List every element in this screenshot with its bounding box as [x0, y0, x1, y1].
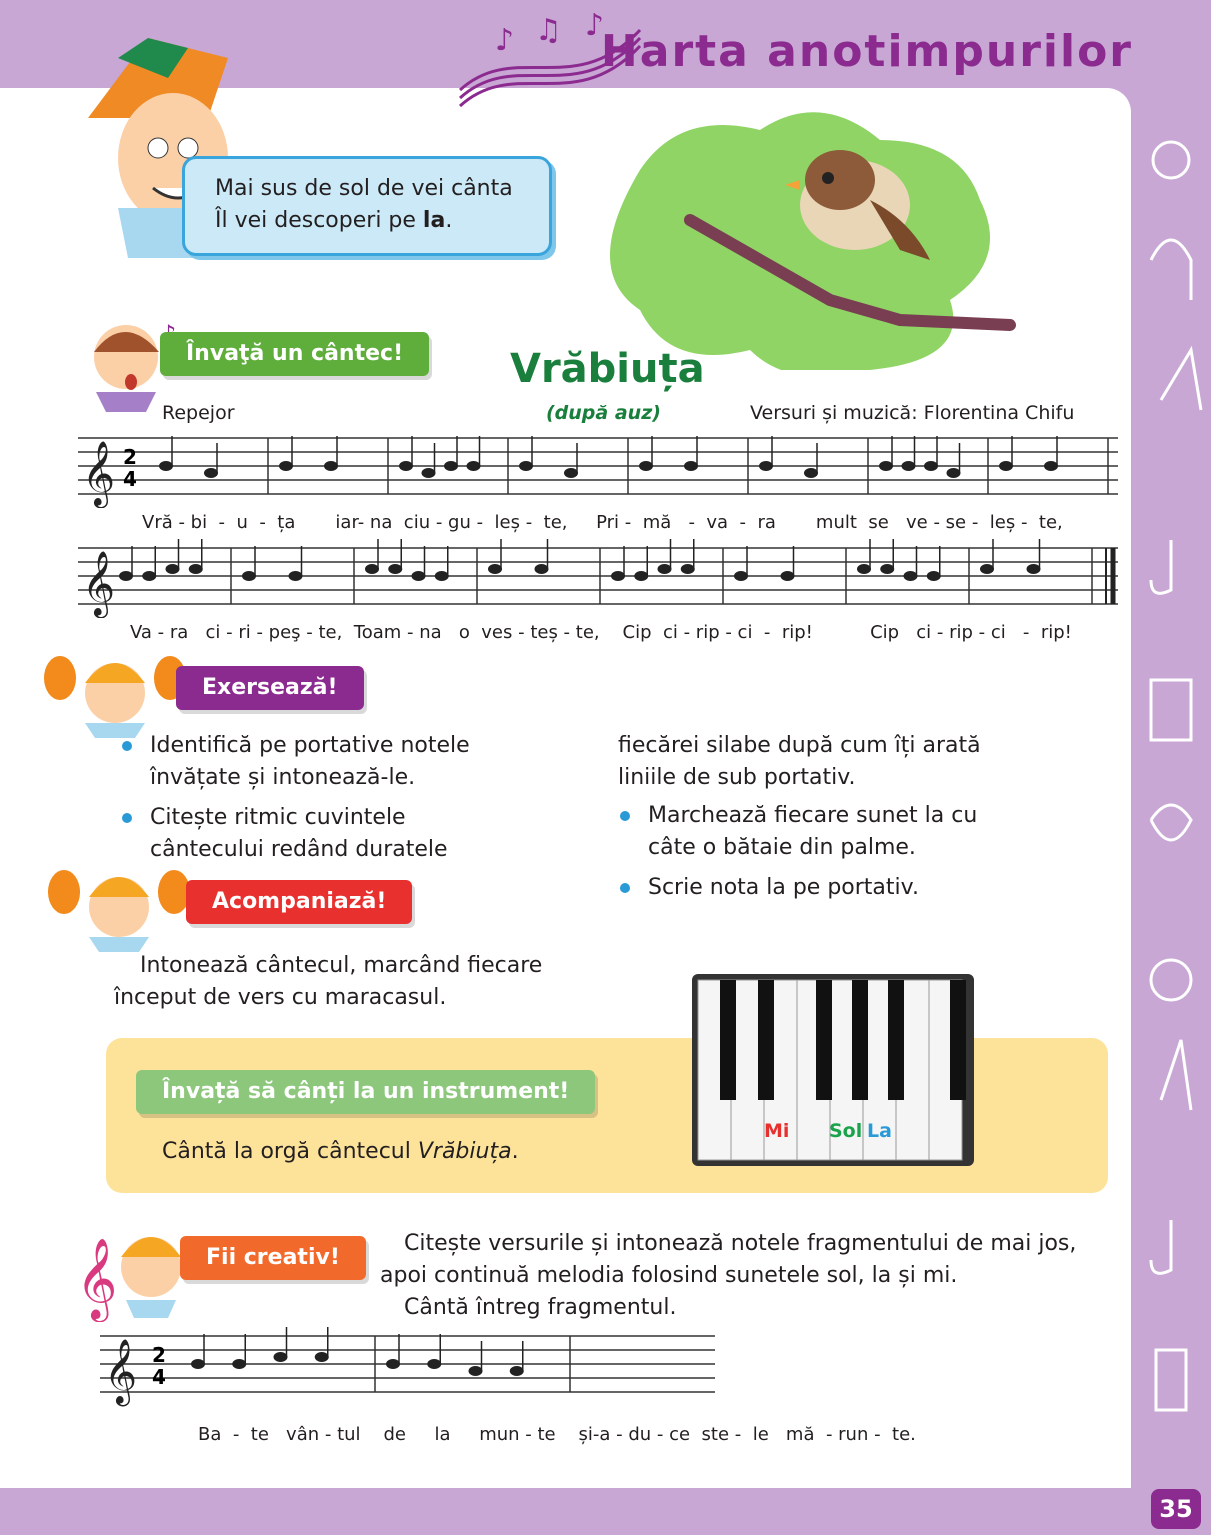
page-number: 35 [1151, 1489, 1201, 1529]
svg-text:4: 4 [123, 467, 137, 491]
note-head [289, 571, 303, 581]
note-head [658, 564, 672, 574]
note-head [232, 1359, 246, 1369]
note-head [422, 468, 436, 478]
note-head [902, 461, 916, 471]
key-label-mi: Mi [764, 1120, 790, 1142]
note-head [279, 461, 293, 471]
note-head [469, 1366, 483, 1376]
note-head [189, 564, 203, 574]
note-head [927, 571, 941, 581]
tempo-marking: Repejor [162, 402, 235, 424]
speech-bubble [182, 156, 552, 256]
song-author: Versuri și muzică: Florentina Chifu [750, 402, 1075, 424]
note-head [781, 571, 795, 581]
exercise-item-4: Scrie nota la pe portativ. [620, 872, 1000, 904]
accompany-badge: Acompaniază! [186, 880, 412, 924]
exercise-badge: Exersează! [176, 666, 364, 710]
bird-on-branch-illustration [600, 110, 1020, 370]
note-head [611, 571, 625, 581]
girl-treble-clef-illustration [76, 1222, 196, 1322]
note-head [324, 461, 338, 471]
song-subtitle: (după auz) [546, 402, 661, 424]
exercise-item-1: Identifică pe portative notele învățate și intonează-le. [122, 730, 502, 794]
note-head [681, 564, 695, 574]
note-head [142, 571, 156, 581]
creative-instructions [380, 1228, 1100, 1324]
exercise-list-right [620, 800, 1000, 912]
exercise-continuation: fiecărei silabe după cum îți arată liniile de sub portativ. [618, 733, 981, 790]
music-staff-3 [100, 1326, 720, 1426]
exercise-item-3: Marchează fiecare sunet la cu câte o bătaie din palme. [620, 800, 1000, 864]
creative-line-1: Citește versurile și intonează notele fragmentului de mai jos, [404, 1231, 1077, 1256]
note-head [412, 571, 426, 581]
song-title: Vrăbiuța [510, 346, 705, 392]
note-head [159, 461, 173, 471]
note-head [315, 1352, 329, 1362]
note-head [947, 468, 961, 478]
exercise-list-left [122, 730, 502, 874]
creative-line-3: Cântă întreg fragmentul. [404, 1295, 677, 1320]
note-head [684, 461, 698, 471]
instrument-text: Cântă la orgă cântecul Vrăbiuța. [162, 1139, 519, 1164]
note-head [879, 461, 893, 471]
note-head [365, 564, 379, 574]
note-head [519, 461, 533, 471]
note-head [1027, 564, 1041, 574]
svg-text:♪: ♪ [585, 10, 605, 43]
svg-text:𝄞: 𝄞 [82, 551, 116, 616]
note-head [535, 564, 549, 574]
creative-lyrics: Ba - te vân - tul de la mun - te și-a - du - ce ste - le mă - run - te. [198, 1424, 916, 1445]
note-head [444, 461, 458, 471]
note-head [639, 461, 653, 471]
note-head [564, 468, 578, 478]
note-head [924, 461, 938, 471]
note-head [510, 1366, 524, 1376]
note-head [759, 461, 773, 471]
exercise-item-2: Citește ritmic cuvintele cântecului redând duratele [122, 802, 502, 866]
speech-line-2: Îl vei descoperi pe la. [215, 208, 453, 233]
page-title: Harta anotimpurilor [600, 26, 1133, 77]
svg-text:4: 4 [152, 1365, 166, 1389]
note-head [467, 461, 481, 471]
svg-text:𝄞: 𝄞 [76, 1237, 118, 1319]
instrument-badge: Învață să cânți la un instrument! [136, 1070, 595, 1114]
note-head [386, 1359, 400, 1369]
note-head [804, 468, 818, 478]
key-label-sol: Sol [829, 1120, 863, 1142]
treble-clef-icon: 𝄞 [82, 441, 116, 506]
note-head [435, 571, 449, 581]
music-staff-2 [78, 538, 1118, 618]
note-head [191, 1359, 205, 1369]
svg-text:2: 2 [152, 1343, 166, 1367]
note-head [274, 1352, 288, 1362]
learn-song-badge: Învaţă un cântec! [160, 332, 429, 376]
note-head [634, 571, 648, 581]
svg-text:♪: ♪ [495, 23, 515, 58]
speech-line-1: Mai sus de sol de vei cânta [215, 176, 513, 201]
lyrics-line-1: Vră - bi - u - ța iar- na ciu - gu - leș - te, Pri - mă - va - ra mult se ve - se - leș - te, [142, 512, 1063, 533]
note-head [488, 564, 502, 574]
note-head [880, 564, 894, 574]
key-label-la: La [867, 1120, 892, 1142]
note-head [999, 461, 1013, 471]
note-head [857, 564, 871, 574]
creative-badge: Fii creativ! [180, 1236, 366, 1280]
note-head [388, 564, 402, 574]
piano-keyboard [692, 974, 974, 1166]
accompany-text: Intonează cântecul, marcând fiecare început de vers cu maracasul. [114, 953, 543, 1010]
note-head [166, 564, 180, 574]
note-head [1044, 461, 1058, 471]
music-notes-icon [455, 10, 645, 110]
svg-text:𝄞: 𝄞 [104, 1339, 138, 1404]
note-head [734, 571, 748, 581]
lyrics-line-2: Va - ra ci - ri - peş - te, Toam - na o ves - teș - te, Cip ci - rip - ci - rip! Cip ci - rip - ci - rip! [130, 622, 1072, 643]
note-head [904, 571, 918, 581]
note-head [980, 564, 994, 574]
svg-text:2: 2 [123, 445, 137, 469]
note-head [242, 571, 256, 581]
music-staff-1 [78, 428, 1118, 508]
decorative-instruments-strip [1131, 120, 1211, 1490]
note-head [119, 571, 133, 581]
creative-line-2: apoi continuă melodia folosind sunetele sol, la și mi. [380, 1263, 958, 1288]
note-head [427, 1359, 441, 1369]
boy-maracas-illustration-2 [44, 862, 194, 952]
boy-maracas-illustration [40, 648, 190, 738]
svg-text:♫: ♫ [535, 13, 562, 48]
note-head [204, 468, 218, 478]
note-head [399, 461, 413, 471]
